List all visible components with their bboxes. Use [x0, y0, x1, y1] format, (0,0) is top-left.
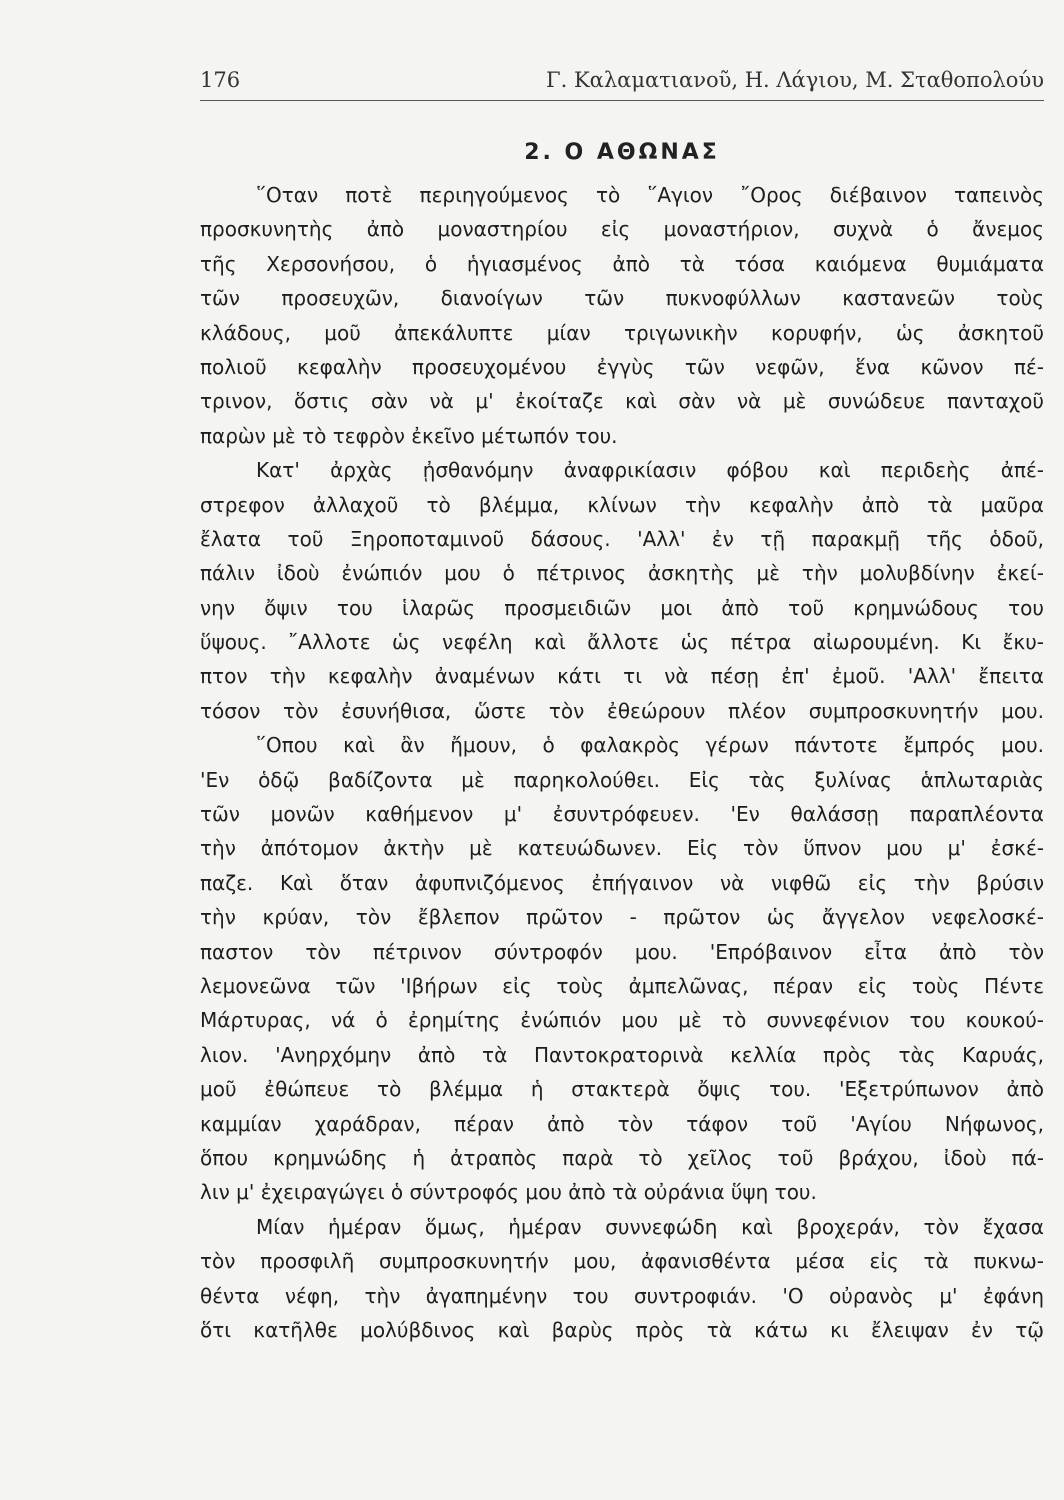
- chapter-title: 2. Ο ΑΘΩΝΑΣ: [524, 140, 720, 165]
- text-line: στρεφον ἀλλαχοῦ τὸ βλέμμα, κλίνων τὴν κεφαλὴν ἀπὸ τὰ μαῦρα: [200, 492, 1044, 517]
- text-line: τὸν προσφιλῆ συμπροσκυνητήν μου, ἀφανισθέντα μέσα εἰς τὰ πυκνω-: [200, 1249, 1044, 1274]
- text-line: θέντα νέφη, τὴν ἀγαπημένην του συντροφιάν. 'Ο οὐρανὸς μ' ἐφάνη: [200, 1283, 1044, 1308]
- text-line: λιον. 'Ανηρχόμην ἀπὸ τὰ Παντοκρατορινὰ κελλία πρὸς τὰς Καρυάς,: [200, 1042, 1044, 1067]
- text-line: τρινον, ὅστις σὰν νὰ μ' ἐκοίταζε καὶ σὰν νὰ μὲ συνώδευε πανταχοῦ: [200, 389, 1044, 414]
- text-line: ὅπου κρημνώδης ἡ ἀτραπὸς παρὰ τὸ χεῖλος τοῦ βράχου, ἰδοὺ πά-: [200, 1145, 1044, 1170]
- text-line: κλάδους, μοῦ ἀπεκάλυπτε μίαν τριγωνικὴν κορυφήν, ὡς ἀσκητοῦ: [200, 320, 1044, 345]
- paragraph: [200, 453, 1044, 728]
- paragraph: [200, 1210, 1044, 1348]
- body-text: [200, 178, 1044, 1347]
- text-line: Μίαν ἡμέραν ὅμως, ἡμέραν συννεφώδη καὶ βροχεράν, τὸν ἔχασα: [256, 1214, 1044, 1239]
- text-line: τὴν κρύαν, τὸν ἔβλεπον πρῶτον - πρῶτον ὡς ἄγγελον νεφελοσκέ-: [200, 905, 1044, 930]
- running-head: Γ. Καλαματιανοῦ, Η. Λάγιου, Μ. Σταθοπολούυ: [546, 68, 1044, 92]
- page-header: [200, 68, 1044, 102]
- text-line: πάλιν ἰδοὺ ἐνώπιόν μου ὁ πέτρινος ἀσκητὴς μὲ τὴν μολυβδίνην ἐκεί-: [200, 561, 1044, 586]
- text-line: παστον τὸν πέτρινον σύντροφόν μου. 'Επρόβαινον εἶτα ἀπὸ τὸν: [200, 939, 1044, 964]
- page-number: 176: [200, 68, 241, 92]
- text-line: νην ὄψιν του ἱλαρῶς προσμειδιῶν μοι ἀπὸ τοῦ κρημνώδους του: [200, 595, 1044, 620]
- text-line: ῞Οπου καὶ ἂν ἤμουν, ὁ φαλακρὸς γέρων πάντοτε ἔμπρός μου.: [256, 733, 1044, 758]
- text-line: τὴν ἀπότομον ἀκτὴν μὲ κατευώδωνεν. Εἰς τὸν ὕπνον μου μ' ἐσκέ-: [200, 836, 1044, 861]
- paragraph: [200, 178, 1044, 453]
- text-line: τῶν μονῶν καθήμενον μ' ἐσυντρόφευεν. 'Εν θαλάσσῃ παραπλέοντα: [200, 802, 1044, 827]
- text-line: πολιοῦ κεφαλὴν προσευχομένου ἐγγὺς τῶν νεφῶν, ἕνα κῶνον πέ-: [200, 354, 1044, 379]
- text-line: ὅτι κατῆλθε μολύβδινος καὶ βαρὺς πρὸς τὰ κάτω κι ἔλειψαν ἐν τῷ: [200, 1317, 1044, 1342]
- header-rule: [200, 100, 1044, 101]
- text-line: λιν μ' ἐχειραγώγει ὁ σύντροφός μου ἀπὸ τὰ οὐράνια ὕψη του.: [200, 1180, 817, 1205]
- text-line: ἔλατα τοῦ Ξηροποταμινοῦ δάσους. 'Αλλ' ἐν τῇ παρακμῇ τῆς ὁδοῦ,: [200, 526, 1044, 551]
- text-line: ὕψους. ῎Αλλοτε ὡς νεφέλη καὶ ἄλλοτε ὡς πέτρα αἰωρουμένη. Κι ἔκυ-: [200, 630, 1044, 655]
- text-line: λεμονεῶνα τῶν 'Ιβήρων εἰς τοὺς ἀμπελῶνας, πέραν εἰς τοὺς Πέντε: [200, 973, 1044, 998]
- text-line: Κατ' ἀρχὰς ᾐσθανόμην ἀναφρικίασιν φόβου καὶ περιδεὴς ἀπέ-: [256, 458, 1044, 483]
- text-line: τῶν προσευχῶν, διανοίγων τῶν πυκνοφύλλων καστανεῶν τοὺς: [200, 286, 1044, 311]
- text-line: τόσον τὸν ἐσυνήθισα, ὥστε τὸν ἐθεώρουν πλέον συμπροσκυνητήν μου.: [200, 698, 1044, 723]
- paragraph: [200, 728, 1044, 1209]
- text-line: παρὼν μὲ τὸ τεφρὸν ἐκεῖνο μέτωπόν του.: [200, 423, 618, 448]
- text-line: Μάρτυρας, νά ὁ ἐρημίτης ἐνώπιόν μου μὲ τὸ συννεφένιον του κουκού-: [200, 1008, 1044, 1033]
- text-line: προσκυνητὴς ἀπὸ μοναστηρίου εἰς μοναστήριον, συχνὰ ὁ ἄνεμος: [200, 217, 1044, 242]
- text-line: παζε. Καὶ ὅταν ἀφυπνιζόμενος ἐπήγαινον νὰ νιφθῶ εἰς τὴν βρύσιν: [200, 870, 1044, 895]
- text-line: 'Εν ὁδῷ βαδίζοντα μὲ παρηκολούθει. Εἰς τὰς ξυλίνας ἁπλωταριὰς: [200, 767, 1044, 792]
- text-line: μοῦ ἐθώπευε τὸ βλέμμα ἡ στακτερὰ ὄψις του. 'Εξετρύπωνον ἀπὸ: [200, 1077, 1044, 1102]
- text-line: καμμίαν χαράδραν, πέραν ἀπὸ τὸν τάφον τοῦ 'Αγίου Νήφωνος,: [200, 1111, 1044, 1136]
- text-line: τῆς Χερσονήσου, ὁ ἡγιασμένος ἀπὸ τὰ τόσα καιόμενα θυμιάματα: [200, 251, 1044, 276]
- text-line: πτον τὴν κεφαλὴν ἀναμένων κάτι τι νὰ πέσῃ ἐπ' ἐμοῦ. 'Αλλ' ἔπειτα: [200, 664, 1044, 689]
- text-line: ῞Οταν ποτὲ περιηγούμενος τὸ ῞Αγιον ῎Ορος διέβαινον ταπεινὸς: [256, 183, 1044, 207]
